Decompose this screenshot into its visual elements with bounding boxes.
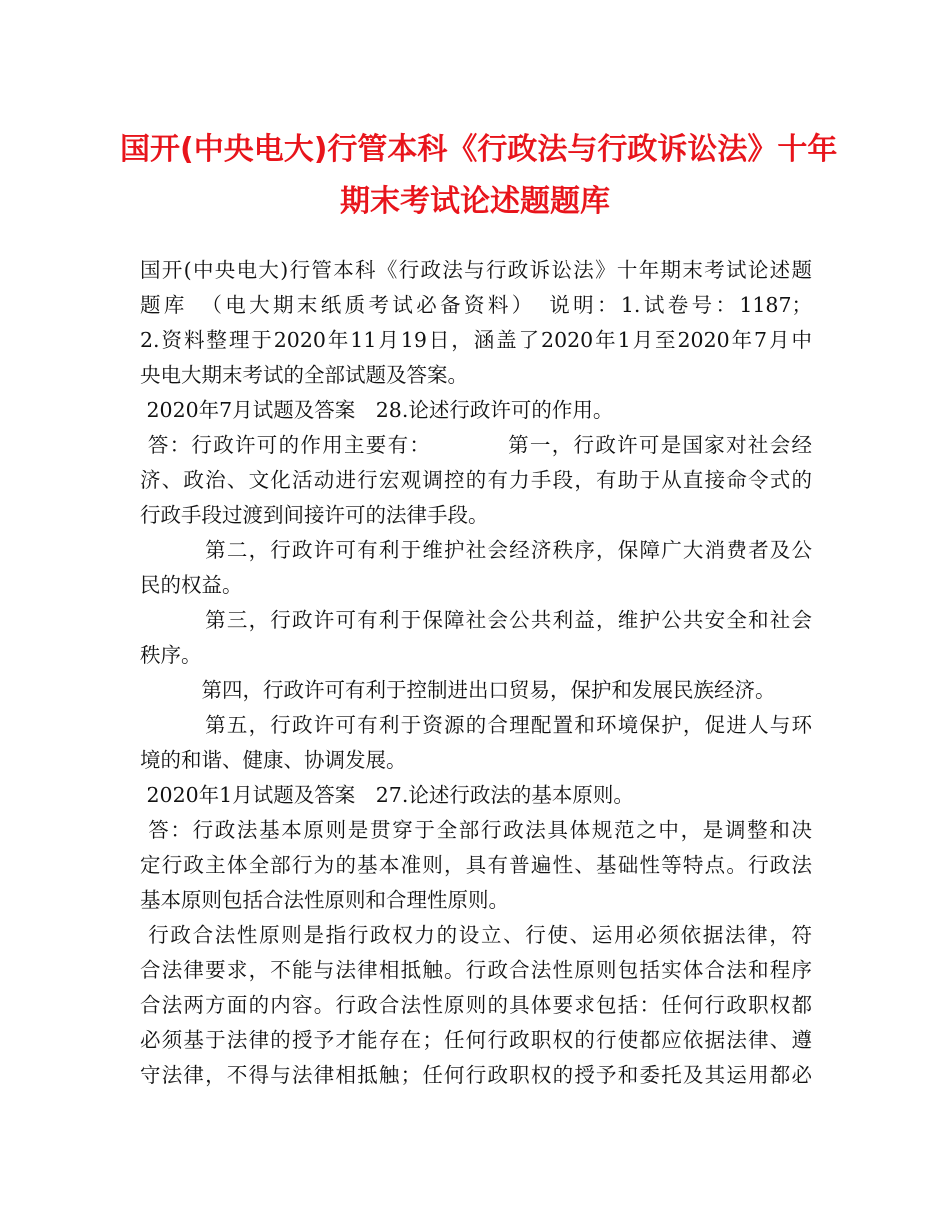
body-line: 第四，行政许可有利于控制进出口贸易，保护和发展民族经济。	[140, 678, 776, 702]
title-line: 国开(中央电大)行管本科《行政法与行政诉讼法》十年	[120, 132, 838, 167]
body-line: 秩序。	[140, 643, 202, 667]
body-line: 答：行政许可的作用主要有： 第一，行政许可是国家对社会经	[140, 433, 812, 457]
body-line: 答：行政法基本原则是贯穿于全部行政法具体规范之中，是调整和决	[140, 818, 812, 842]
question-heading: 2020年1月试题及答案 27.论述行政法的基本原则。	[140, 783, 634, 807]
body-line: 基本原则包括合法性原则和合理性原则。	[140, 888, 509, 912]
body-line: 济、政治、文化活动进行宏观调控的有力手段，有助于从直接命令式的	[140, 468, 812, 492]
body-line: 必须基于法律的授予才能存在；任何行政职权的行使都应依据法律、遵	[140, 1028, 812, 1052]
body-line: 境的和谐、健康、协调发展。	[140, 748, 407, 772]
body-line: 守法律，不得与法律相抵触；任何行政职权的授予和委托及其运用都必	[140, 1063, 812, 1087]
body-line: 题库 （电大期末纸质考试必备资料） 说明：1.试卷号：1187；	[140, 293, 812, 317]
body-line: 第二，行政许可有利于维护社会经济秩序，保障广大消费者及公	[140, 538, 812, 562]
body-line: 行政手段过渡到间接许可的法律手段。	[140, 503, 489, 527]
title-line: 期末考试论述题题库	[340, 184, 610, 219]
question-heading: 2020年7月试题及答案 28.论述行政许可的作用。	[140, 398, 614, 422]
body-line: 国开(中央电大)行管本科《行政法与行政诉讼法》十年期末考试论述题	[140, 258, 812, 282]
document-title	[120, 124, 838, 228]
body-line: 合法两方面的内容。行政合法性原则的具体要求包括：任何行政职权都	[140, 993, 812, 1017]
body-line: 第五，行政许可有利于资源的合理配置和环境保护，促进人与环	[140, 713, 812, 737]
body-line: 第三，行政许可有利于保障社会公共利益，维护公共安全和社会	[140, 608, 812, 632]
body-line: 2.资料整理于2020年11月19日，涵盖了2020年1月至2020年7月中	[140, 328, 812, 352]
body-line: 行政合法性原则是指行政权力的设立、行使、运用必须依据法律，符	[140, 923, 812, 947]
body-line: 央电大期末考试的全部试题及答案。	[140, 363, 468, 387]
body-line: 定行政主体全部行为的基本准则，具有普遍性、基础性等特点。行政法	[140, 853, 812, 877]
body-line: 民的权益。	[140, 573, 243, 597]
body-line: 合法律要求，不能与法律相抵触。行政合法性原则包括实体合法和程序	[140, 958, 812, 982]
